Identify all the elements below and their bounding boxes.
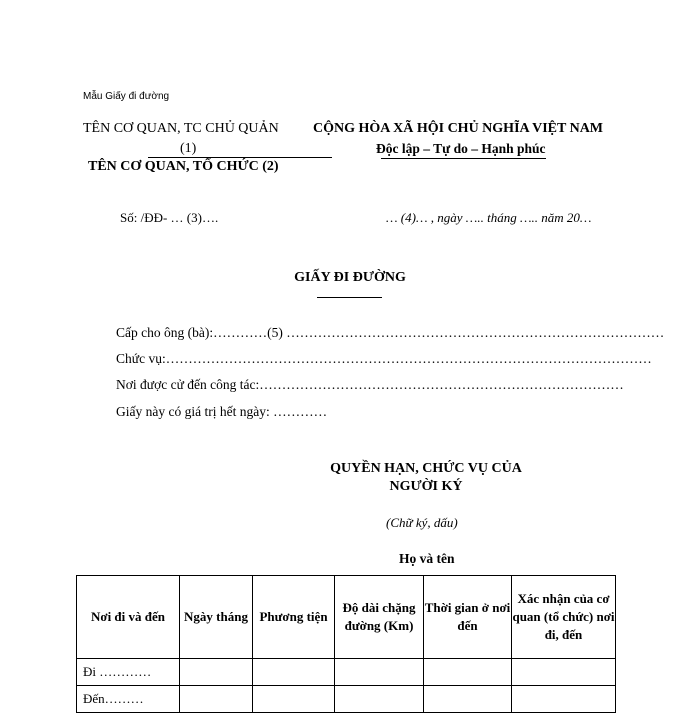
table-cell: [335, 659, 424, 686]
form-label: Mẫu Giấy đi đường: [83, 91, 170, 102]
signer-name: Họ và tên: [399, 551, 455, 566]
table-cell: [253, 659, 335, 686]
table-cell: Đi …………: [77, 659, 180, 686]
signer-title: QUYỀN HẠN, CHỨC VỤ CỦA NGƯỜI KÝ: [330, 461, 522, 494]
table-cell: [512, 659, 616, 686]
column-header-stay-time: Thời gian ở nơi đến: [424, 576, 512, 659]
field-validity: Giấy này có giá trị hết ngày: …………: [116, 404, 328, 419]
table-cell: Đến………: [77, 686, 180, 713]
table-cell: [512, 686, 616, 713]
table-cell: [180, 686, 253, 713]
table-cell: [253, 686, 335, 713]
table-row: [77, 686, 616, 713]
field-position: Chức vụ:………………………………………………………………………………………………: [116, 351, 652, 366]
agency-name: TÊN CƠ QUAN, TỔ CHỨC (2): [88, 159, 279, 174]
document-date: … (4)… , ngày ….. tháng ….. năm 20…: [386, 210, 592, 225]
table-row: [77, 659, 616, 686]
document-number: Số: /ĐĐ- … (3)….: [120, 210, 219, 225]
agency-parent-number: (1): [180, 141, 197, 156]
table-cell: [424, 659, 512, 686]
column-header-route: Nơi đi và đến: [77, 576, 180, 659]
motto-divider-line: [381, 158, 546, 159]
signer-signature-note: (Chữ ký, dấu): [386, 515, 458, 530]
field-issued-to: Cấp cho ông (bà):…………(5) …………………………………………………………………………: [116, 325, 665, 340]
column-header-confirmation: Xác nhận của cơ quan (tổ chức) nơi đi, đến: [512, 576, 616, 659]
agency-divider-line: [148, 157, 332, 158]
agency-parent-name: TÊN CƠ QUAN, TC CHỦ QUẢN: [83, 121, 279, 136]
table-cell: [335, 686, 424, 713]
table-cell: [180, 659, 253, 686]
table-cell: [424, 686, 512, 713]
nation-motto: Độc lập – Tự do – Hạnh phúc: [376, 141, 546, 156]
table-header-row: [77, 576, 616, 659]
column-header-distance: Độ dài chặng đường (Km): [335, 576, 424, 659]
nation-title: CỘNG HÒA XÃ HỘI CHỦ NGHĨA VIỆT NAM: [313, 121, 604, 136]
document-title: GIẤY ĐI ĐƯỜNG: [294, 270, 406, 285]
column-header-vehicle: Phương tiện: [253, 576, 335, 659]
field-destination: Nơi được cử đến công tác:………………………………………………………………………: [116, 377, 624, 392]
travel-table: [76, 575, 616, 713]
title-underline: [317, 297, 382, 298]
column-header-date: Ngày tháng: [180, 576, 253, 659]
